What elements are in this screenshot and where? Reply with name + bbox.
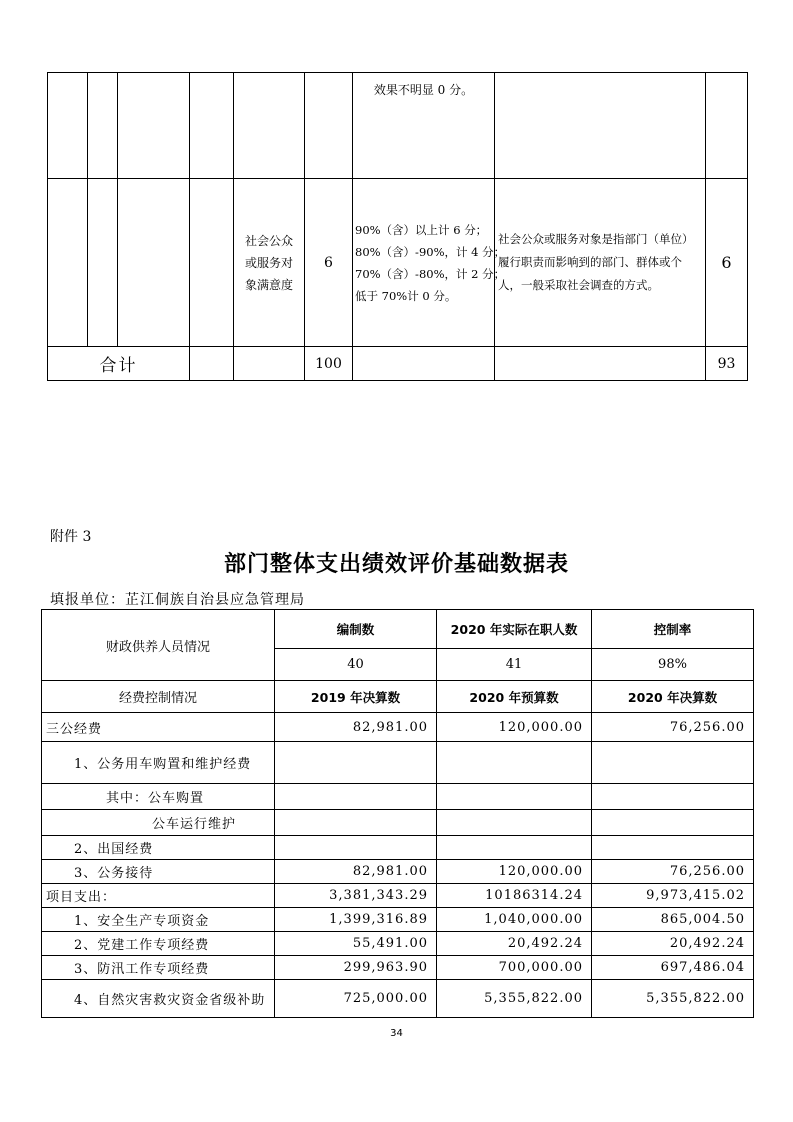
table-cell	[592, 836, 754, 860]
scoring-standard-cell	[353, 73, 495, 179]
row-label: 项目支出：	[42, 884, 275, 908]
table-cell: 9,973,415.02	[592, 884, 754, 908]
fill-unit: 填报单位：芷江侗族自治县应急管理局	[50, 592, 305, 608]
table-cell: 41	[437, 648, 592, 680]
table-cell	[275, 742, 437, 784]
table-row	[42, 713, 754, 742]
table-cell	[706, 73, 748, 179]
table-row	[48, 179, 748, 347]
table-cell: 76,256.00	[592, 713, 754, 742]
row-label: 2、党建工作专项经费	[42, 932, 275, 956]
row-label: 2、出国经费	[42, 836, 275, 860]
indicator-note: 社会公众或服务对象是指部门（单位）履行职责而影响到的部门、群体或个人，一般采取社会调查的方式。	[495, 179, 706, 347]
column-header: 编制数	[275, 610, 437, 649]
table-cell: 865,004.50	[592, 908, 754, 932]
table-row	[42, 784, 754, 810]
table-cell	[190, 73, 234, 179]
document-title: 部门整体支出绩效评价基础数据表	[223, 552, 569, 577]
total-label: 合计	[48, 347, 190, 381]
table-row	[42, 932, 754, 956]
row-label: 1、安全生产专项资金	[42, 908, 275, 932]
table-cell	[48, 179, 88, 347]
scoring-standard-text: 效果不明显 0 分。	[373, 83, 474, 97]
table-cell: 5,355,822.00	[592, 980, 754, 1018]
table-row	[42, 980, 754, 1018]
column-header: 控制率	[592, 610, 754, 649]
total-weight: 100	[305, 347, 353, 381]
table-cell	[190, 347, 234, 381]
table-cell	[437, 742, 592, 784]
table-cell	[305, 73, 353, 179]
indicator-name: 社会公众或服务对象满意度	[234, 179, 305, 347]
row-label: 公车运行维护	[42, 810, 275, 836]
table-cell: 3,381,343.29	[275, 884, 437, 908]
table-cell	[437, 810, 592, 836]
table-cell: 82,981.00	[275, 713, 437, 742]
table-cell: 1,040,000.00	[437, 908, 592, 932]
scoring-standard-line: 低于 70%计 0 分。	[355, 288, 457, 303]
table-cell: 299,963.90	[275, 956, 437, 980]
column-header: 2020 年预算数	[437, 681, 592, 713]
scoring-standard-line: 90%（含）以上计 6 分；	[355, 222, 488, 237]
row-label: 3、公务接待	[42, 860, 275, 884]
table-cell: 120,000.00	[437, 860, 592, 884]
scoring-standard-list	[353, 179, 506, 347]
column-header: 2020 年实际在职人数	[437, 610, 592, 649]
table-cell: 1,399,316.89	[275, 908, 437, 932]
table-cell: 697,486.04	[592, 956, 754, 980]
basic-data-table	[41, 609, 754, 1018]
table-row	[42, 681, 754, 713]
row-label: 1、公务用车购置和维护经费	[42, 742, 275, 784]
table-row	[42, 742, 754, 784]
expense-label: 经费控制情况	[42, 681, 275, 713]
table-cell: 700,000.00	[437, 956, 592, 980]
scoring-standard-line: 80%（含）-90%，计 4 分；	[355, 244, 506, 259]
scoring-standard-line: 70%（含）-80%，计 2 分；	[355, 266, 506, 281]
table-cell: 120,000.00	[437, 713, 592, 742]
table-cell	[48, 73, 88, 179]
table-row	[42, 860, 754, 884]
table-row	[42, 908, 754, 932]
table-row	[42, 836, 754, 860]
table-cell	[495, 347, 706, 381]
table-cell: 10186314.24	[437, 884, 592, 908]
page-number: 34	[390, 1028, 403, 1039]
table-cell	[592, 742, 754, 784]
staff-label: 财政供养人员情况	[42, 610, 275, 681]
table-cell: 20,492.24	[592, 932, 754, 956]
performance-score-table	[47, 72, 748, 381]
table-cell	[275, 836, 437, 860]
table-cell: 76,256.00	[592, 860, 754, 884]
attachment-label: 附件 3	[50, 529, 92, 545]
table-cell	[234, 347, 305, 381]
row-label: 4、自然灾害救灾资金省级补助	[42, 980, 275, 1018]
table-cell	[118, 179, 190, 347]
table-cell	[118, 73, 190, 179]
table-cell: 98%	[592, 648, 754, 680]
table-row	[48, 73, 748, 179]
table-cell	[234, 73, 305, 179]
table-cell	[592, 784, 754, 810]
indicator-weight: 6	[305, 179, 353, 347]
table-cell	[437, 784, 592, 810]
row-label: 其中：公车购置	[42, 784, 275, 810]
table-cell	[353, 347, 495, 381]
table-cell	[495, 73, 706, 179]
table-cell	[592, 810, 754, 836]
table-row	[42, 956, 754, 980]
table-cell	[88, 179, 118, 347]
table-row	[42, 884, 754, 908]
table-cell: 725,000.00	[275, 980, 437, 1018]
row-label: 三公经费	[42, 713, 275, 742]
table-cell	[275, 810, 437, 836]
table-cell	[88, 73, 118, 179]
column-header: 2020 年决算数	[592, 681, 754, 713]
table-cell: 20,492.24	[437, 932, 592, 956]
table-row	[42, 610, 754, 649]
table-cell	[437, 836, 592, 860]
table-cell: 55,491.00	[275, 932, 437, 956]
total-score: 93	[706, 347, 748, 381]
table-cell	[275, 784, 437, 810]
table-cell: 82,981.00	[275, 860, 437, 884]
row-label: 3、防汛工作专项经费	[42, 956, 275, 980]
table-cell	[190, 179, 234, 347]
table-cell: 5,355,822.00	[437, 980, 592, 1018]
column-header: 2019 年决算数	[275, 681, 437, 713]
table-cell: 40	[275, 648, 437, 680]
indicator-score: 6	[706, 179, 748, 347]
total-row	[48, 347, 748, 381]
table-row	[42, 810, 754, 836]
